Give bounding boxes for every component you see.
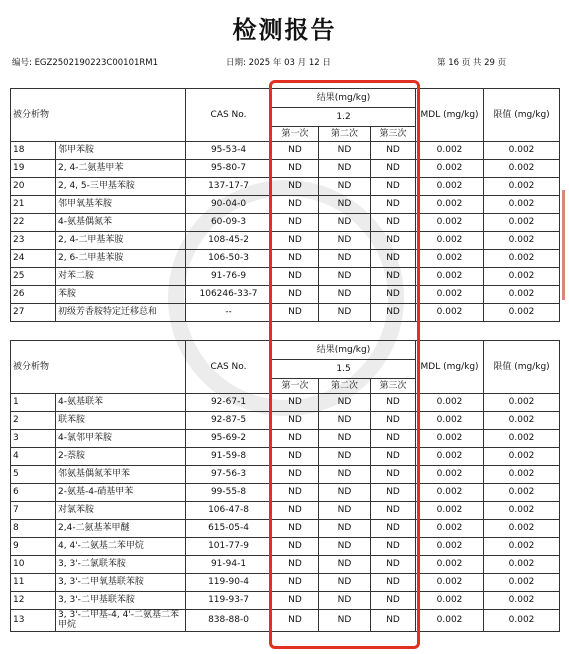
analyte-name: 联苯胺 <box>56 412 186 430</box>
row-number: 8 <box>11 520 56 538</box>
result-run-3: ND <box>371 502 416 520</box>
limit-value: 0.002 <box>484 538 560 556</box>
result-run-2: ND <box>319 448 371 466</box>
limit-value: 0.002 <box>484 286 560 304</box>
result-header: 结果(mg/kg) <box>272 341 416 360</box>
result-run-3: ND <box>371 448 416 466</box>
result-run-2: ND <box>319 178 371 196</box>
mdl-value: 0.002 <box>416 448 484 466</box>
analyte-name: 邻氨基偶氮苯甲苯 <box>56 466 186 484</box>
limit-value: 0.002 <box>484 214 560 232</box>
limit-value: 0.002 <box>484 304 560 322</box>
limit-value: 0.002 <box>484 466 560 484</box>
row-number: 9 <box>11 538 56 556</box>
result-run-1: ND <box>272 286 319 304</box>
analyte-name: 2, 4-二甲基苯胺 <box>56 232 186 250</box>
result-run-1: ND <box>272 394 319 412</box>
result-run-1: ND <box>272 232 319 250</box>
limit-value: 0.002 <box>484 250 560 268</box>
row-number: 20 <box>11 178 56 196</box>
cas-number: 91-59-8 <box>186 448 272 466</box>
result-run-3: ND <box>371 466 416 484</box>
run-2-header: 第二次 <box>319 379 371 394</box>
analyte-header: 被分析物 <box>11 89 186 142</box>
result-run-1: ND <box>272 214 319 232</box>
result-run-2: ND <box>319 502 371 520</box>
analyte-name: 4-氯邻甲苯胺 <box>56 430 186 448</box>
mdl-value: 0.002 <box>416 142 484 160</box>
result-run-1: ND <box>272 592 319 610</box>
result-run-2: ND <box>319 520 371 538</box>
result-run-1: ND <box>272 268 319 286</box>
edge-stamp-mark <box>562 190 569 300</box>
limit-value: 0.002 <box>484 448 560 466</box>
mdl-value: 0.002 <box>416 286 484 304</box>
analyte-name: 对氯苯胺 <box>56 502 186 520</box>
analyte-name: 2, 4, 5-三甲基苯胺 <box>56 178 186 196</box>
result-run-1: ND <box>272 520 319 538</box>
result-run-3: ND <box>371 268 416 286</box>
analyte-name: 2-氨基-4-硝基甲苯 <box>56 484 186 502</box>
result-run-3: ND <box>371 160 416 178</box>
analyte-header: 被分析物 <box>11 341 186 394</box>
sample-id: 1.5 <box>272 360 416 379</box>
analyte-name: 3, 3'-二甲氧基联苯胺 <box>56 574 186 592</box>
result-run-1: ND <box>272 466 319 484</box>
cas-number: 106246-33-7 <box>186 286 272 304</box>
cas-number: 99-55-8 <box>186 484 272 502</box>
result-run-3: ND <box>371 286 416 304</box>
run-2-header: 第二次 <box>319 127 371 142</box>
result-run-3: ND <box>371 610 416 632</box>
result-run-3: ND <box>371 196 416 214</box>
mdl-value: 0.002 <box>416 268 484 286</box>
mdl-value: 0.002 <box>416 538 484 556</box>
report-number: 编号: EGZ2502190223C00101RM1 <box>12 58 159 68</box>
analyte-name: 3, 3'-二甲基联苯胺 <box>56 592 186 610</box>
result-run-1: ND <box>272 178 319 196</box>
result-run-2: ND <box>319 214 371 232</box>
cas-number: -- <box>186 304 272 322</box>
mdl-header: MDL (mg/kg) <box>416 341 484 394</box>
result-run-1: ND <box>272 502 319 520</box>
result-run-2: ND <box>319 286 371 304</box>
analyte-name: 4-氨基联苯 <box>56 394 186 412</box>
analyte-name: 对苯二胺 <box>56 268 186 286</box>
limit-value: 0.002 <box>484 196 560 214</box>
result-run-1: ND <box>272 538 319 556</box>
mdl-value: 0.002 <box>416 250 484 268</box>
mdl-value: 0.002 <box>416 412 484 430</box>
row-number: 18 <box>11 142 56 160</box>
result-run-1: ND <box>272 412 319 430</box>
analyte-name: 2, 4-二氨基甲苯 <box>56 160 186 178</box>
cas-number: 119-93-7 <box>186 592 272 610</box>
result-run-1: ND <box>272 484 319 502</box>
result-run-2: ND <box>319 304 371 322</box>
limit-value: 0.002 <box>484 178 560 196</box>
run-1-header: 第一次 <box>272 379 319 394</box>
result-run-2: ND <box>319 592 371 610</box>
limit-header: 限值 (mg/kg) <box>484 89 560 142</box>
sample-id: 1.2 <box>272 108 416 127</box>
limit-value: 0.002 <box>484 268 560 286</box>
mdl-value: 0.002 <box>416 610 484 632</box>
result-run-2: ND <box>319 160 371 178</box>
row-number: 2 <box>11 412 56 430</box>
row-number: 27 <box>11 304 56 322</box>
mdl-value: 0.002 <box>416 484 484 502</box>
mdl-value: 0.002 <box>416 502 484 520</box>
result-run-1: ND <box>272 574 319 592</box>
analyte-name: 3, 3'-二甲基-4, 4'-二氨基二苯甲烷 <box>56 610 186 632</box>
run-3-header: 第三次 <box>371 127 416 142</box>
result-run-3: ND <box>371 538 416 556</box>
row-number: 1 <box>11 394 56 412</box>
cas-number: 90-04-0 <box>186 196 272 214</box>
row-number: 5 <box>11 466 56 484</box>
cas-number: 615-05-4 <box>186 520 272 538</box>
result-run-2: ND <box>319 466 371 484</box>
result-run-3: ND <box>371 484 416 502</box>
mdl-value: 0.002 <box>416 160 484 178</box>
result-run-1: ND <box>272 304 319 322</box>
mdl-value: 0.002 <box>416 196 484 214</box>
limit-value: 0.002 <box>484 142 560 160</box>
result-run-2: ND <box>319 412 371 430</box>
result-run-1: ND <box>272 142 319 160</box>
mdl-value: 0.002 <box>416 556 484 574</box>
row-number: 26 <box>11 286 56 304</box>
row-number: 4 <box>11 448 56 466</box>
row-number: 12 <box>11 592 56 610</box>
highlight-box <box>269 80 420 649</box>
result-run-3: ND <box>371 250 416 268</box>
cas-number: 119-90-4 <box>186 574 272 592</box>
cas-number: 106-47-8 <box>186 502 272 520</box>
result-run-3: ND <box>371 592 416 610</box>
result-run-3: ND <box>371 574 416 592</box>
limit-value: 0.002 <box>484 520 560 538</box>
result-run-2: ND <box>319 574 371 592</box>
result-run-3: ND <box>371 178 416 196</box>
row-number: 24 <box>11 250 56 268</box>
result-run-2: ND <box>319 142 371 160</box>
result-run-2: ND <box>319 610 371 632</box>
limit-value: 0.002 <box>484 430 560 448</box>
result-run-1: ND <box>272 250 319 268</box>
cas-number: 101-77-9 <box>186 538 272 556</box>
cas-number: 95-80-7 <box>186 160 272 178</box>
limit-value: 0.002 <box>484 556 560 574</box>
result-run-2: ND <box>319 196 371 214</box>
result-run-3: ND <box>371 142 416 160</box>
row-number: 23 <box>11 232 56 250</box>
result-run-3: ND <box>371 214 416 232</box>
mdl-value: 0.002 <box>416 574 484 592</box>
cas-number: 60-09-3 <box>186 214 272 232</box>
cas-header: CAS No. <box>186 341 272 394</box>
limit-value: 0.002 <box>484 592 560 610</box>
result-run-2: ND <box>319 430 371 448</box>
result-run-1: ND <box>272 448 319 466</box>
cas-header: CAS No. <box>186 89 272 142</box>
cas-number: 91-94-1 <box>186 556 272 574</box>
limit-header: 限值 (mg/kg) <box>484 341 560 394</box>
report-date: 日期: 2025 年 03 月 12 日 <box>226 58 331 68</box>
analyte-name: 2, 6-二甲基苯胺 <box>56 250 186 268</box>
mdl-value: 0.002 <box>416 466 484 484</box>
row-number: 22 <box>11 214 56 232</box>
row-number: 10 <box>11 556 56 574</box>
row-number: 3 <box>11 430 56 448</box>
result-run-1: ND <box>272 196 319 214</box>
analyte-name: 邻甲氧基苯胺 <box>56 196 186 214</box>
row-number: 21 <box>11 196 56 214</box>
result-run-2: ND <box>319 394 371 412</box>
limit-value: 0.002 <box>484 160 560 178</box>
result-run-2: ND <box>319 538 371 556</box>
analyte-name: 2,4-二氨基苯甲醚 <box>56 520 186 538</box>
limit-value: 0.002 <box>484 412 560 430</box>
cas-number: 92-67-1 <box>186 394 272 412</box>
limit-value: 0.002 <box>484 610 560 632</box>
result-run-2: ND <box>319 232 371 250</box>
row-number: 7 <box>11 502 56 520</box>
page-indicator: 第 16 页 共 29 页 <box>437 58 507 68</box>
result-run-1: ND <box>272 610 319 632</box>
row-number: 11 <box>11 574 56 592</box>
result-run-3: ND <box>371 304 416 322</box>
run-3-header: 第三次 <box>371 379 416 394</box>
analyte-name: 3, 3'-二氯联苯胺 <box>56 556 186 574</box>
cas-number: 95-69-2 <box>186 430 272 448</box>
result-run-2: ND <box>319 250 371 268</box>
result-run-1: ND <box>272 160 319 178</box>
cas-number: 92-87-5 <box>186 412 272 430</box>
result-run-3: ND <box>371 430 416 448</box>
row-number: 13 <box>11 610 56 632</box>
limit-value: 0.002 <box>484 502 560 520</box>
result-run-3: ND <box>371 394 416 412</box>
row-number: 25 <box>11 268 56 286</box>
row-number: 19 <box>11 160 56 178</box>
cas-number: 137-17-7 <box>186 178 272 196</box>
limit-value: 0.002 <box>484 232 560 250</box>
mdl-value: 0.002 <box>416 394 484 412</box>
limit-value: 0.002 <box>484 574 560 592</box>
analyte-name: 4, 4'-二氨基二苯甲烷 <box>56 538 186 556</box>
limit-value: 0.002 <box>484 484 560 502</box>
mdl-value: 0.002 <box>416 592 484 610</box>
page-title: 检测报告 <box>232 16 337 44</box>
result-run-1: ND <box>272 430 319 448</box>
result-run-2: ND <box>319 268 371 286</box>
result-run-1: ND <box>272 556 319 574</box>
analyte-name: 2-萘胺 <box>56 448 186 466</box>
analyte-name: 邻甲苯胺 <box>56 142 186 160</box>
cas-number: 91-76-9 <box>186 268 272 286</box>
result-header: 结果(mg/kg) <box>272 89 416 108</box>
mdl-value: 0.002 <box>416 520 484 538</box>
cas-number: 97-56-3 <box>186 466 272 484</box>
mdl-value: 0.002 <box>416 304 484 322</box>
mdl-value: 0.002 <box>416 232 484 250</box>
result-run-3: ND <box>371 556 416 574</box>
run-1-header: 第一次 <box>272 127 319 142</box>
result-run-2: ND <box>319 556 371 574</box>
analyte-name: 苯胺 <box>56 286 186 304</box>
analyte-name: 4-氨基偶氮苯 <box>56 214 186 232</box>
limit-value: 0.002 <box>484 394 560 412</box>
result-run-3: ND <box>371 232 416 250</box>
cas-number: 106-50-3 <box>186 250 272 268</box>
mdl-value: 0.002 <box>416 214 484 232</box>
mdl-header: MDL (mg/kg) <box>416 89 484 142</box>
result-run-3: ND <box>371 412 416 430</box>
result-run-2: ND <box>319 484 371 502</box>
cas-number: 108-45-2 <box>186 232 272 250</box>
cas-number: 95-53-4 <box>186 142 272 160</box>
mdl-value: 0.002 <box>416 430 484 448</box>
cas-number: 838-88-0 <box>186 610 272 632</box>
mdl-value: 0.002 <box>416 178 484 196</box>
analyte-name: 初级芳香胺特定迁移总和 <box>56 304 186 322</box>
result-run-3: ND <box>371 520 416 538</box>
row-number: 6 <box>11 484 56 502</box>
